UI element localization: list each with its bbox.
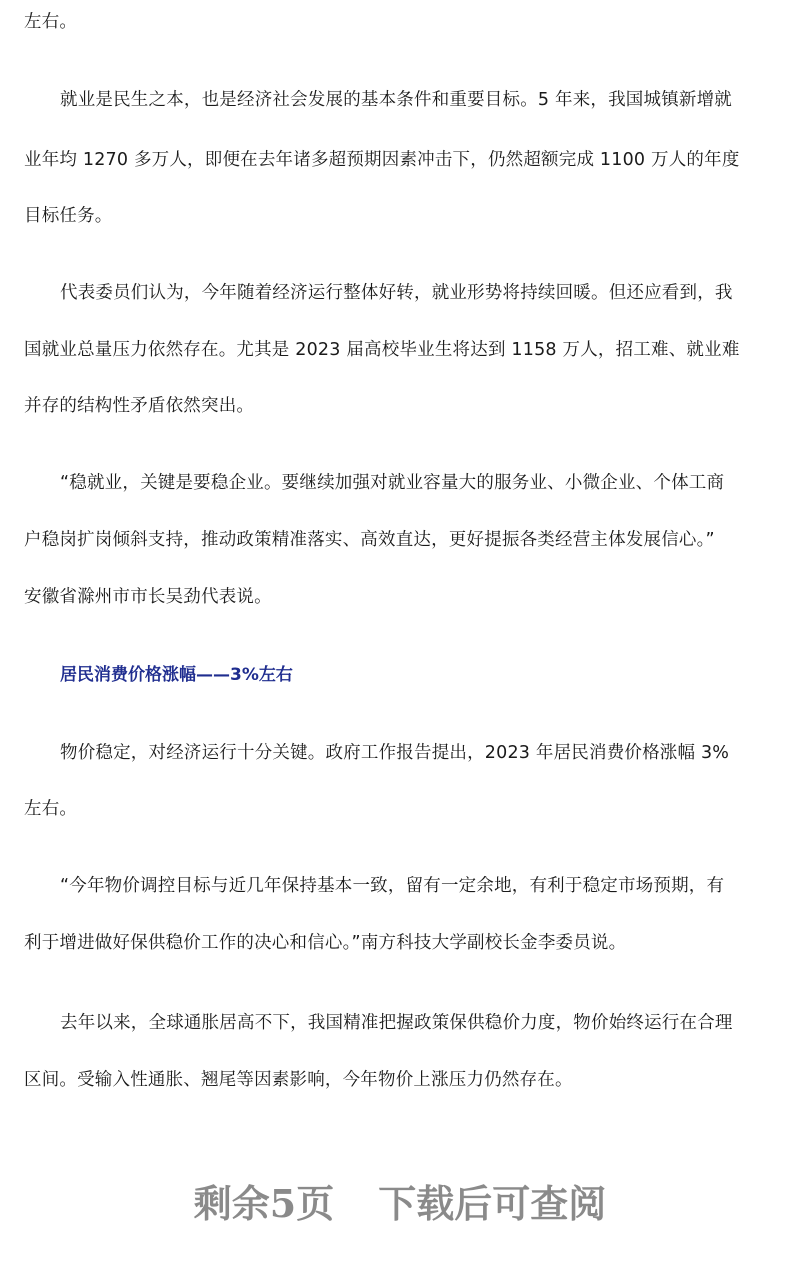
paragraph-line: 并存的结构性矛盾依然突出。 — [24, 396, 255, 416]
download-to-view-label: 下载后可查阅 — [378, 1181, 607, 1226]
quote-line: “稳就业，关键是要稳企业。要继续加强对就业容量大的服务业、小微企业、个体工商 — [60, 473, 725, 493]
remaining-pages-label: 剩余5页 — [193, 1181, 335, 1226]
paragraph-line: 业年均 1270 多万人，即便在去年诸多超预期因素冲击下，仍然超额完成 1100 万人的年度 — [24, 150, 740, 170]
section-heading: 居民消费价格涨幅——3%左右 — [60, 665, 293, 685]
remaining-pages-banner[interactable] — [0, 1180, 800, 1228]
quote-line: “今年物价调控目标与近几年保持基本一致，留有一定余地，有利于稳定市场预期，有 — [60, 876, 725, 896]
paragraph-line: 左右。 — [24, 12, 78, 32]
paragraph-line: 去年以来，全球通胀居高不下，我国精准把握政策保供稳价力度，物价始终运行在合理 — [60, 1013, 733, 1033]
paragraph-line: 就业是民生之本，也是经济社会发展的基本条件和重要目标。5 年来，我国城镇新增就 — [60, 90, 732, 110]
paragraph-line: 安徽省滁州市市长吴劲代表说。 — [24, 587, 272, 607]
paragraph-line: 国就业总量压力依然存在。尤其是 2023 届高校毕业生将达到 1158 万人，招工难、就业难 — [24, 340, 740, 360]
paragraph-line: 区间。受输入性通胀、翘尾等因素影响，今年物价上涨压力仍然存在。 — [24, 1070, 573, 1090]
paragraph-line: 目标任务。 — [24, 206, 113, 226]
paragraph-line: 左右。 — [24, 799, 78, 819]
quote-line: 户稳岗扩岗倾斜支持，推动政策精准落实、高效直达，更好提振各类经营主体发展信心。” — [24, 530, 715, 550]
paragraph-line: 代表委员们认为，今年随着经济运行整体好转，就业形势将持续回暖。但还应看到，我 — [60, 283, 733, 303]
paragraph-line: 物价稳定，对经济运行十分关键。政府工作报告提出，2023 年居民消费价格涨幅 3% — [60, 743, 730, 763]
quote-line: 利于增进做好保供稳价工作的决心和信心。”南方科技大学副校长金李委员说。 — [24, 933, 627, 953]
